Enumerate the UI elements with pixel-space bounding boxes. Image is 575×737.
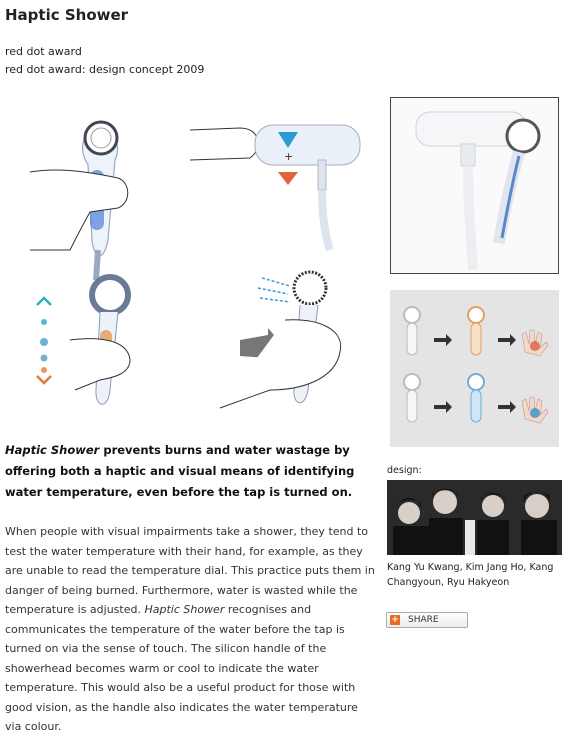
designer-team-photo — [387, 480, 562, 555]
lead-text: prevents burns and water wastage by offering both a haptic and visual means of identifying water temperature, even before the tap is turned on. — [5, 443, 355, 499]
shower-photo-image — [391, 98, 558, 273]
lead-product-name: Haptic Shower — [5, 443, 100, 457]
illustration-touch-check — [190, 125, 360, 250]
illustration-water-flow — [220, 272, 341, 408]
svg-text:+: + — [284, 150, 294, 163]
description-product-name: Haptic Shower — [144, 603, 225, 616]
team-photo-image — [387, 480, 562, 555]
temperature-diagram-image — [390, 290, 559, 447]
description-paragraph — [5, 522, 375, 737]
design-label: design: — [387, 465, 422, 476]
designer-names: Kang Yu Kwang, Kim Jang Ho, Kang Changyoun, Ryu Hakyeon — [387, 562, 554, 588]
product-photo — [390, 97, 559, 274]
illustration-hand-grip-cool — [30, 122, 128, 280]
award-line-1: red dot award — [5, 45, 82, 58]
share-button[interactable] — [386, 612, 468, 628]
page-title: Haptic Shower — [5, 6, 129, 24]
illustration-temperature-scale — [37, 277, 130, 404]
award-line-2: red dot award: design concept 2009 — [5, 63, 205, 76]
description-part-2: recognises and communicates the temperature of the water before the tap is turned on via the sense of touch. The silicon handle of the showerhead becomes warm or cool to indicate the water temperature. This would also be a useful product for those with good vision, as the handle also indicates the water temperature via colour. — [5, 603, 358, 733]
plus-icon: + — [391, 615, 399, 625]
product-illustrations — [0, 90, 372, 420]
share-label: SHARE — [408, 615, 439, 625]
lead-paragraph — [5, 440, 375, 503]
description-part-1: When people with visual impairments take a shower, they tend to test the water temperature with their hand, for example, as they are unable to read the temperature dial. This practice puts them in danger of being burned. Furthermore, water is wasted while the temperature is adjusted. — [5, 525, 375, 616]
temperature-diagram — [390, 290, 559, 447]
